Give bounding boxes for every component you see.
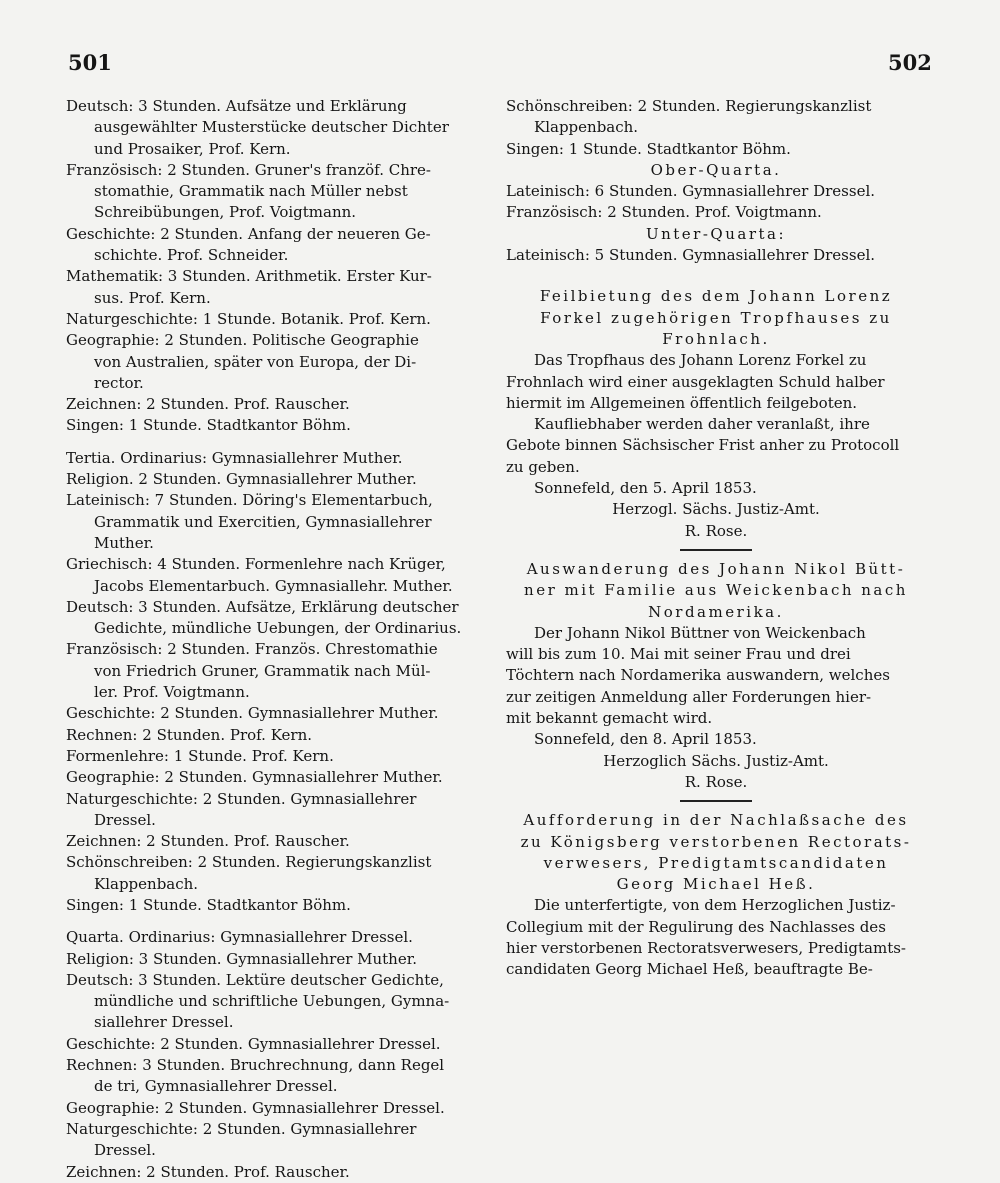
text-line: Mathematik: 3 Stunden. Arithmetik. Erster Kur- <box>66 267 432 286</box>
text-line: Französisch: 2 Stunden. Prof. Voigtmann. <box>506 203 822 222</box>
notice-title: ner mit Familie aus Weickenbach nach <box>524 581 908 600</box>
text-line: Geschichte: 2 Stunden. Gymnasiallehrer Dressel. <box>66 1034 441 1053</box>
left-column <box>66 96 486 1183</box>
text-line: Lateinisch: 5 Stunden. Gymnasiallehrer Dressel. <box>506 246 876 265</box>
text-line: Lateinisch: 6 Stunden. Gymnasiallehrer Dressel. <box>506 182 876 201</box>
text-line: Rechnen: 2 Stunden. Prof. Kern. <box>66 725 312 744</box>
text-line: ausgewählter Musterstücke deutscher Dichter <box>94 118 449 137</box>
text-line: Grammatik und Exercitien, Gymnasiallehrer <box>94 512 432 531</box>
notice-signature: R. Rose. <box>684 772 748 791</box>
text-line: Jacobs Elementarbuch. Gymnasiallehr. Muther. <box>94 576 453 595</box>
text-line: hier verstorbenen Rectoratsverwesers, Predigtamts- <box>506 938 906 957</box>
text-line: Griechisch: 4 Stunden. Formenlehre nach Krüger, <box>66 555 446 574</box>
text-line: Schönschreiben: 2 Stunden. Regierungskanzlist <box>66 853 432 872</box>
notice-title: Auswanderung des Johann Nikol Bütt- <box>526 559 906 578</box>
text-line: Geschichte: 2 Stunden. Gymnasiallehrer Muther. <box>66 704 439 723</box>
text-line: und Prosaiker, Prof. Kern. <box>94 139 291 158</box>
text-line: Zeichnen: 2 Stunden. Prof. Rauscher. <box>66 832 350 851</box>
text-line: Die unterfertigte, von dem Herzoglichen Justiz- <box>534 896 896 915</box>
text-line: de tri, Gymnasiallehrer Dressel. <box>94 1077 338 1096</box>
text-line: Gedichte, mündliche Uebungen, der Ordinarius. <box>94 619 462 638</box>
text-line: Naturgeschichte: 1 Stunde. Botanik. Prof. Kern. <box>66 309 431 328</box>
text-line: von Friedrich Gruner, Grammatik nach Mül- <box>94 661 431 680</box>
text-line: rector. <box>94 373 144 392</box>
text-line: Klappenbach. <box>94 874 199 893</box>
notice-date: Sonnefeld, den 8. April 1853. <box>534 730 757 749</box>
text-line: mit bekannt gemacht wird. <box>506 709 713 728</box>
text-line: Naturgeschichte: 2 Stunden. Gymnasiallehrer <box>66 1119 417 1138</box>
text-line: Deutsch: 3 Stunden. Aufsätze und Erklärung <box>66 97 407 115</box>
notice-date: Sonnefeld, den 5. April 1853. <box>534 479 757 498</box>
text-line: Klappenbach. <box>534 118 639 137</box>
text-line: zur zeitigen Anmeldung aller Forderungen hier- <box>506 687 872 706</box>
text-line: Lateinisch: 7 Stunden. Döring's Elementarbuch, <box>66 491 433 510</box>
notice-title: Georg Michael Heß. <box>616 875 816 894</box>
text-line: Frohnlach wird einer ausgeklagten Schuld halber <box>506 372 885 391</box>
text-line: Deutsch: 3 Stunden. Aufsätze, Erklärung deutscher <box>66 597 459 616</box>
text-line: zu geben. <box>506 457 580 476</box>
text-line: Religion: 3 Stunden. Gymnasiallehrer Muther. <box>66 949 418 968</box>
text-line: Dressel. <box>94 1141 156 1160</box>
text-line: mündliche und schriftliche Uebungen, Gymna- <box>94 992 450 1011</box>
text-line: Geschichte: 2 Stunden. Anfang der neueren Ge- <box>66 224 431 243</box>
section-heading: Quarta. Ordinarius: Gymnasiallehrer Dressel. <box>66 928 413 947</box>
text-line: Singen: 1 Stunde. Stadtkantor Böhm. <box>506 139 791 158</box>
page-number-right: 502 <box>888 50 932 75</box>
notice-title: Nordamerika. <box>648 602 784 621</box>
section-divider <box>680 800 752 802</box>
notice-title: zu Königsberg verstorbenen Rectorats- <box>520 832 912 851</box>
notice-title: Forkel zugehörigen Tropfhauses zu <box>540 308 892 327</box>
text-line: Zeichnen: 2 Stunden. Prof. Rauscher. <box>66 395 350 414</box>
text-line: hiermit im Allgemeinen öffentlich feilgeboten. <box>506 393 858 412</box>
text-line: Rechnen: 3 Stunden. Bruchrechnung, dann Regel <box>66 1056 445 1075</box>
page-number-left: 501 <box>68 50 112 75</box>
section-heading: Unter-Quarta: <box>645 224 787 243</box>
text-line: Muther. <box>94 533 154 552</box>
text-line: schichte. Prof. Schneider. <box>94 246 289 265</box>
text-line: Der Johann Nikol Büttner von Weickenbach <box>534 623 866 642</box>
notice-authority: Herzoglich Sächs. Justiz-Amt. <box>603 751 829 770</box>
section-divider <box>680 549 752 551</box>
text-line: sus. Prof. Kern. <box>94 288 211 307</box>
text-line: von Australien, später von Europa, der Di- <box>94 352 417 371</box>
text-line: ler. Prof. Voigtmann. <box>94 683 250 702</box>
notice-title: Frohnlach. <box>662 329 770 348</box>
text-line: Formenlehre: 1 Stunde. Prof. Kern. <box>66 746 334 765</box>
notice-signature: R. Rose. <box>684 521 748 540</box>
text-line: Dressel. <box>94 810 156 829</box>
notice-title: Aufforderung in der Nachlaßsache des <box>523 811 909 830</box>
text-line: Gebote binnen Sächsischer Frist anher zu Protocoll <box>506 436 900 455</box>
text-line: siallehrer Dressel. <box>94 1013 234 1032</box>
text-line: Singen: 1 Stunde. Stadtkantor Böhm. <box>66 416 351 435</box>
text-line: Geographie: 2 Stunden. Gymnasiallehrer Dressel. <box>66 1098 445 1117</box>
text-line: Kaufliebhaber werden daher veranlaßt, ihre <box>534 415 870 434</box>
text-line: Geographie: 2 Stunden. Politische Geographie <box>66 331 419 350</box>
text-line: Das Tropfhaus des Johann Lorenz Forkel zu <box>534 351 867 370</box>
text-line: Schreibübungen, Prof. Voigtmann. <box>94 203 357 222</box>
text-line: Französisch: 2 Stunden. Gruner's franzöf. Chre- <box>66 160 431 179</box>
text-line: Singen: 1 Stunde. Stadtkantor Böhm. <box>66 895 351 914</box>
text-line: Deutsch: 3 Stunden. Lektüre deutscher Gedichte, <box>66 970 444 989</box>
notice-title: Feilbietung des dem Johann Lorenz <box>539 287 893 306</box>
text-line: stomathie, Grammatik nach Müller nebst <box>94 182 408 201</box>
text-line: Collegium mit der Regulirung des Nachlasses des <box>506 917 886 936</box>
text-line: Zeichnen: 2 Stunden. Prof. Rauscher. <box>66 1162 350 1181</box>
notice-authority: Herzogl. Sächs. Justiz-Amt. <box>612 500 820 519</box>
text-line: Naturgeschichte: 2 Stunden. Gymnasiallehrer <box>66 789 417 808</box>
text-line: Geographie: 2 Stunden. Gymnasiallehrer Muther. <box>66 768 443 787</box>
text-line: Schönschreiben: 2 Stunden. Regierungskanzlist <box>506 97 872 115</box>
notice-title: verwesers, Predigtamtscandidaten <box>543 853 889 872</box>
section-heading: Ober-Quarta. <box>650 160 782 179</box>
section-heading: Tertia. Ordinarius: Gymnasiallehrer Muther. <box>66 448 403 467</box>
text-line: will bis zum 10. Mai mit seiner Frau und drei <box>506 645 851 664</box>
text-line: Religion. 2 Stunden. Gymnasiallehrer Muther. <box>66 470 417 489</box>
right-column <box>506 96 926 981</box>
text-line: Töchtern nach Nordamerika auswandern, welches <box>506 666 890 685</box>
text-line: candidaten Georg Michael Heß, beauftragte Be- <box>506 960 873 979</box>
text-line: Französisch: 2 Stunden. Französ. Chrestomathie <box>66 640 438 659</box>
